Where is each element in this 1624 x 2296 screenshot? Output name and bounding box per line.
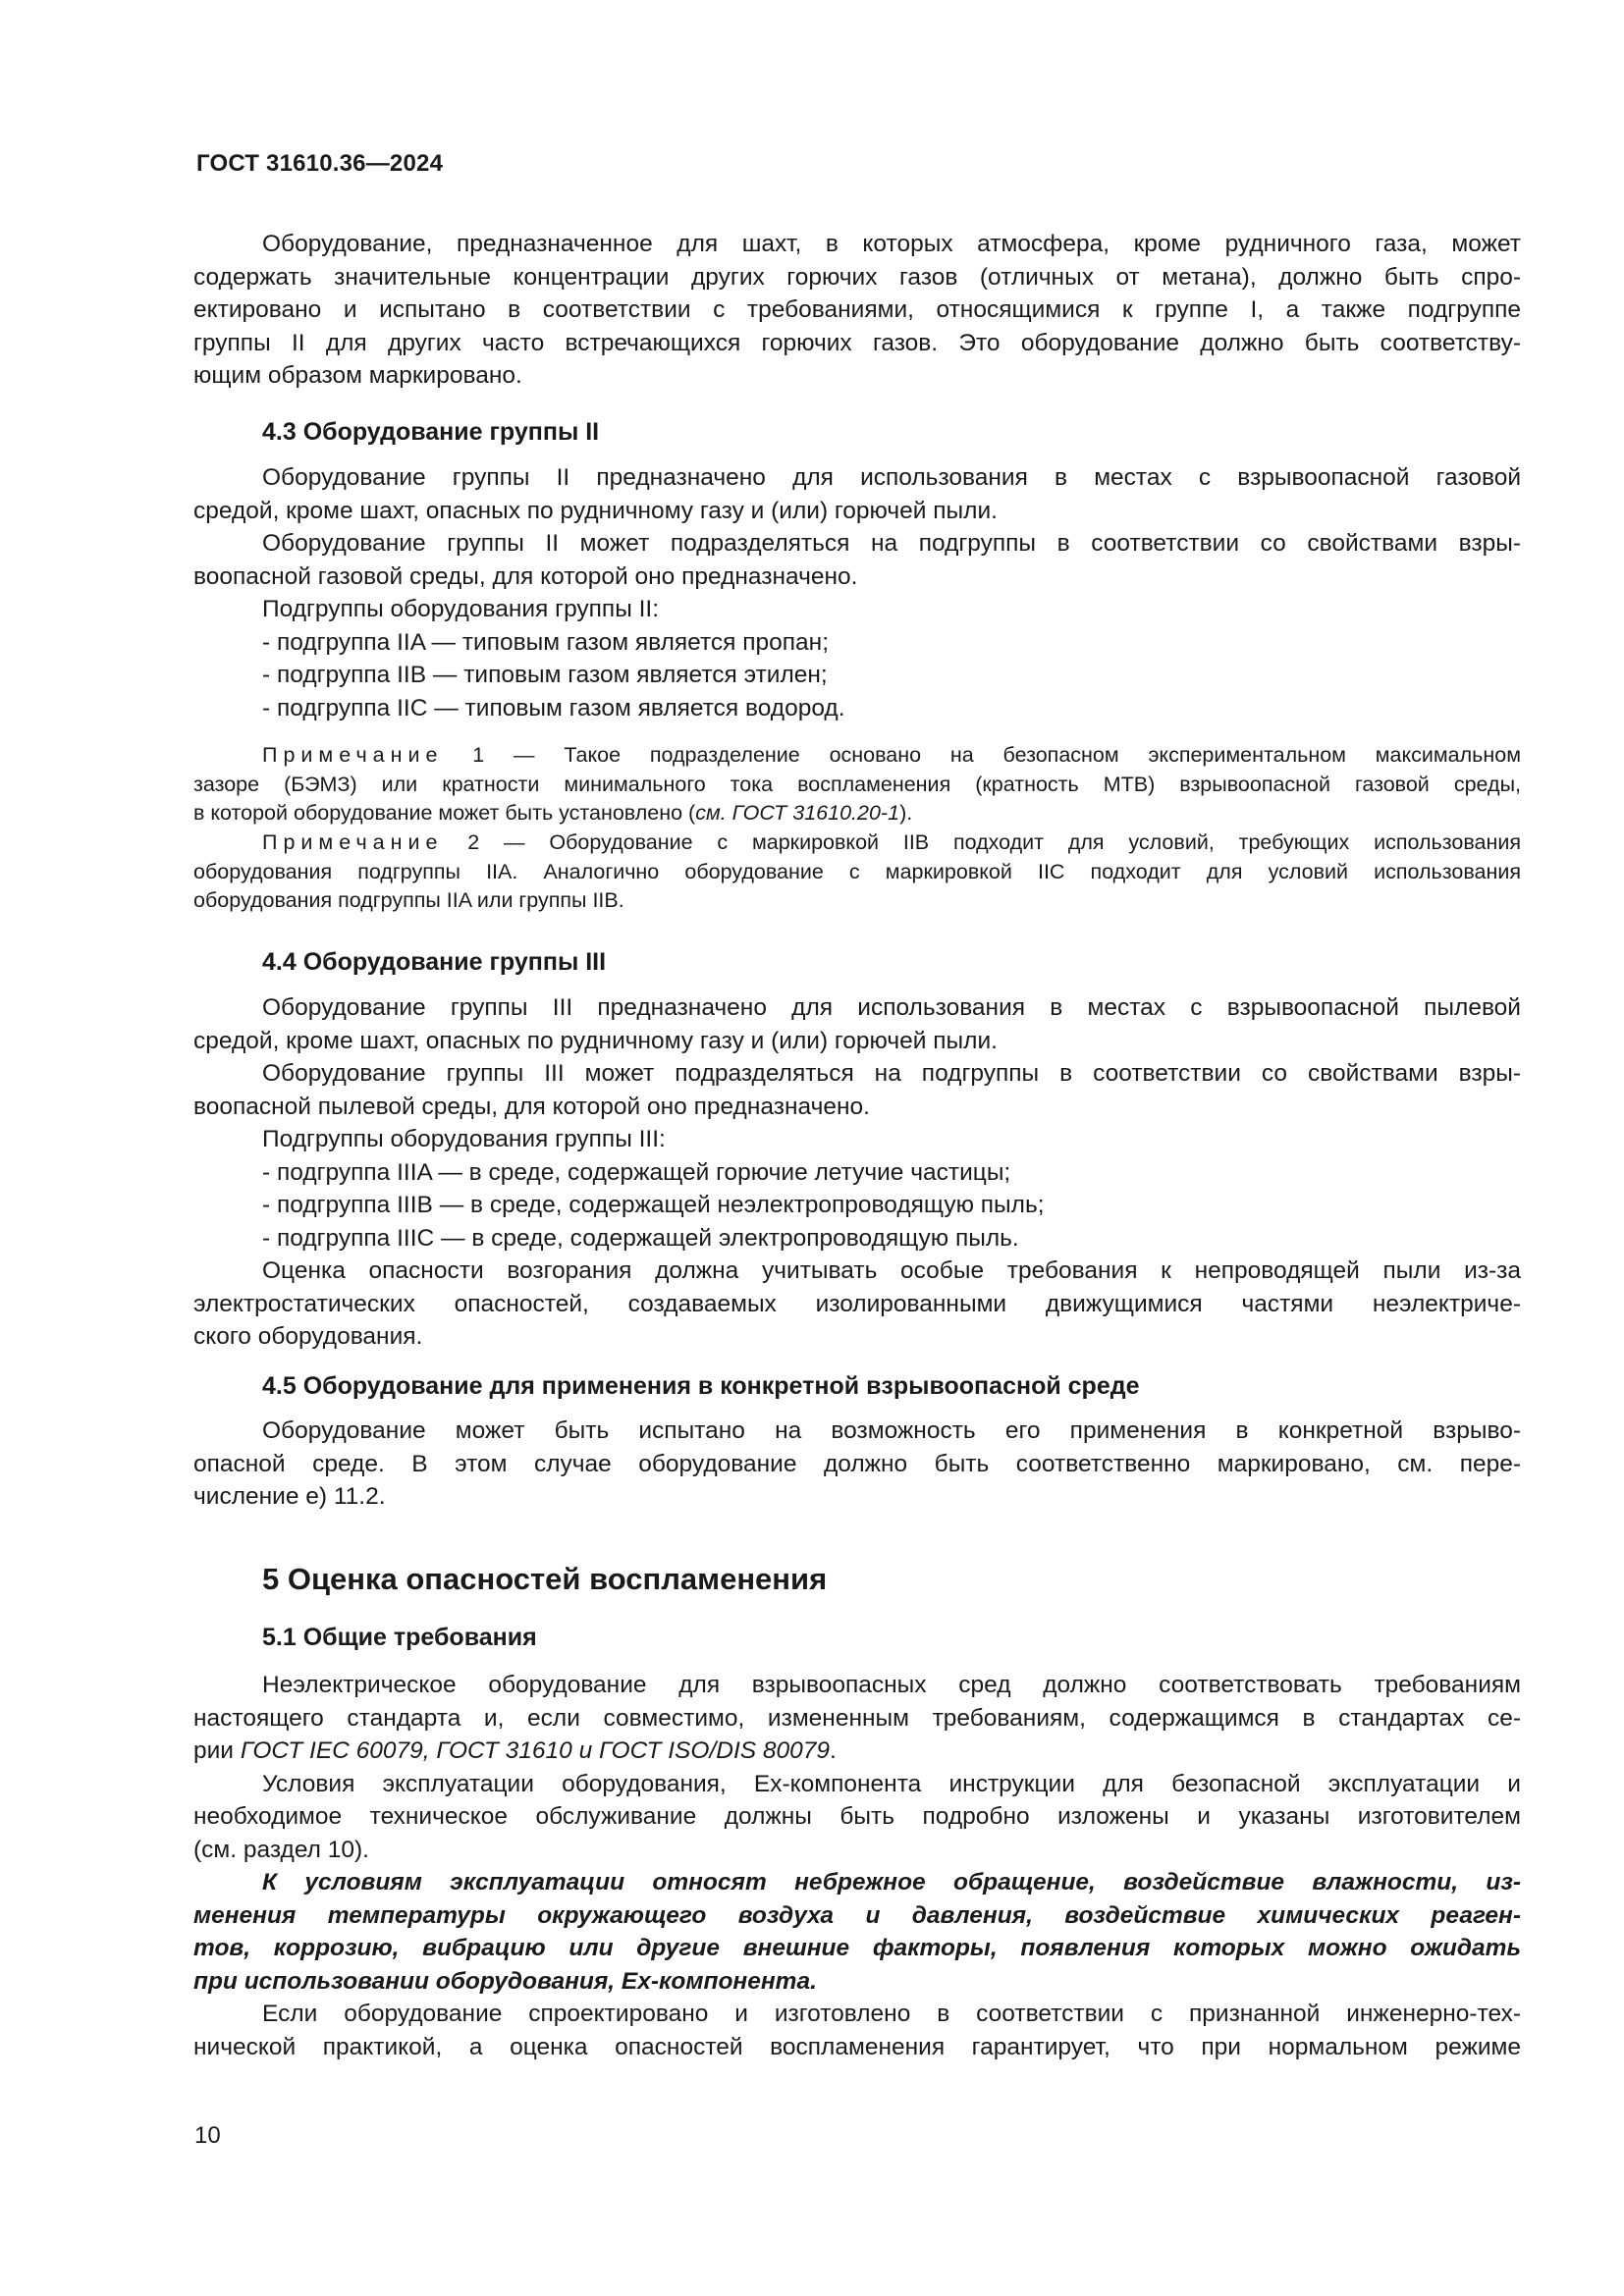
standard-reference: ГОСТ IEC 60079, ГОСТ 31610 и ГОСТ ISO/DIS 80079 <box>240 1737 831 1764</box>
list-intro: Подгруппы оборудования группы III: <box>262 1126 666 1152</box>
note-line: зазоре (БЭМЗ) или кратности минимального тока воспламенения (кратность МТВ) взрывоопасной газовой среды, <box>193 772 1521 796</box>
text-line: ского оборудования. <box>193 1323 423 1350</box>
text-line: Оборудование группы II предназначено для использования в местах с взрывоопасной газовой <box>262 464 1521 491</box>
section-4-5-body <box>193 1415 1521 1514</box>
note-2 <box>193 828 1521 916</box>
standard-reference: см. ГОСТ 31610.20-1 <box>695 801 900 825</box>
list-item: - подгруппа IIB — типовым газом является этилен; <box>262 662 828 688</box>
text-line: (см. раздел 10). <box>193 1836 369 1863</box>
text-line: Условия эксплуатации оборудования, Ex-компонента инструкции для безопасной эксплуатации и <box>262 1770 1521 1797</box>
note-line: оборудования подгруппы IIA или группы IIB. <box>193 888 624 912</box>
chapter-heading: 5 Оценка опасностей воспламенения <box>262 1562 828 1596</box>
section-4-4-body <box>193 991 1521 1354</box>
note-line: Примечание 2 — Оборудование с маркировкой IIB подходит для условий, требующих использования <box>262 830 1521 854</box>
note-label: Примечание <box>262 743 444 767</box>
text-line: электростатических опасностей, создаваемых изолированными движущимися частями неэлектриче- <box>193 1290 1521 1317</box>
text-line: воопасной газовой среды, для которой оно предназначено. <box>193 562 858 590</box>
text-line: ющим образом маркировано. <box>193 362 522 389</box>
section-5-1-body <box>193 1669 1521 2063</box>
text-line: воопасной пылевой среды, для которой оно предназначено. <box>193 1093 870 1120</box>
note-line: Примечание 1 — Такое подразделение основано на безопасном экспериментальном максимальном <box>262 743 1521 767</box>
text-line: Оценка опасности возгорания должна учитывать особые требования к непроводящей пыли из-за <box>262 1257 1521 1284</box>
text-line: числение е) 11.2. <box>193 1483 386 1510</box>
text-line: группы II для других часто встречающихся горючих газов. Это оборудование должно быть соответству- <box>193 329 1521 356</box>
list-intro: Подгруппы оборудования группы II: <box>262 596 660 622</box>
section-5 <box>193 1560 1521 1599</box>
emphasized-line: К условиям эксплуатации относят небрежное обращение, воздействие влажности, из- <box>262 1869 1521 1896</box>
note-line: в которой оборудование может быть установлено (см. ГОСТ 31610.20-1). <box>193 801 913 825</box>
text-line: средой, кроме шахт, опасных по рудничному газу и (или) горючей пыли. <box>193 1027 998 1054</box>
list-item: - подгруппа IIC — типовым газом является водород. <box>262 694 845 721</box>
list-item: - подгруппа IIIA — в среде, содержащей горючие летучие частицы; <box>262 1158 1011 1186</box>
list-item: - подгруппа IIA — типовым газом является пропан; <box>262 628 830 656</box>
section-heading: 4.5 Оборудование для применения в конкретной взрывоопасной среде <box>262 1372 1140 1400</box>
text-line: рии ГОСТ IEC 60079, ГОСТ 31610 и ГОСТ ISO/DIS 80079. <box>193 1737 837 1764</box>
section-4-3-body <box>193 461 1521 724</box>
text-line: необходимое техническое обслуживание должны быть подробно изложены и указаны изготовителем <box>193 1803 1521 1830</box>
text-line: Оборудование группы III может подразделяться на подгруппы в соответствии со свойствами взры- <box>262 1060 1521 1087</box>
text-line: Оборудование, предназначенное для шахт, в которых атмосфера, кроме рудничного газа, может <box>262 231 1521 257</box>
list-item: - подгруппа IIIC — в среде, содержащей электропроводящую пыль. <box>262 1224 1019 1252</box>
section-4-3 <box>193 416 1521 449</box>
section-heading: 4.3 Оборудование группы II <box>262 418 600 446</box>
text-line: опасной среде. В этом случае оборудование должно быть соответственно маркировано, см. пере- <box>193 1450 1521 1477</box>
note-1 <box>193 741 1521 828</box>
text-line: Неэлектрическое оборудование для взрывоопасных сред должно соответствовать требованиям <box>262 1672 1521 1698</box>
note-line: оборудования подгруппы IIA. Аналогично оборудование с маркировкой IIC подходит для условий использования <box>193 859 1521 883</box>
note-label: Примечание <box>262 830 444 854</box>
emphasized-line: тов, коррозию, вибрацию или другие внешние факторы, появления которых можно ожидать <box>193 1935 1521 1961</box>
list-item: - подгруппа IIIB — в среде, содержащей неэлектропроводящую пыль; <box>262 1192 1045 1218</box>
text-line: Оборудование группы II может подразделяться на подгруппы в соответствии со свойствами взры- <box>262 530 1521 557</box>
text-line: нической практикой, а оценка опасностей воспламенения гарантирует, что при нормальном режиме <box>193 2033 1521 2060</box>
section-heading: 5.1 Общие требования <box>262 1624 537 1651</box>
emphasized-line: менения температуры окружающего воздуха и давления, воздействие химических реаген- <box>193 1901 1521 1929</box>
text-line: содержать значительные концентрации других горючих газов (отличных от метана), должно быть спро- <box>193 263 1521 291</box>
text-line: Оборудование группы III предназначено для использования в местах с взрывоопасной пылевой <box>262 994 1521 1021</box>
text-line: Если оборудование спроектировано и изготовлено в соответствии с признанной инженерно-тех- <box>262 2001 1521 2027</box>
document-header-id: ГОСТ 31610.36—2024 <box>196 150 444 177</box>
page-number: 10 <box>194 2122 221 2149</box>
section-5-1 <box>193 1622 1521 1654</box>
text-line: настоящего стандарта и, если совместимо, измененным требованиям, содержащимся в стандартах се- <box>193 1704 1521 1732</box>
section-4-4 <box>193 946 1521 979</box>
text-line: ектировано и испытано в соответствии с требованиями, относящимися к группе I, а также подгруппе <box>193 296 1521 323</box>
emphasized-line: при использовании оборудования, Ex-компонента. <box>193 1967 817 1995</box>
intro-paragraph <box>193 228 1521 393</box>
text-line: Оборудование может быть испытано на возможность его применения в конкретной взрыво- <box>262 1417 1521 1444</box>
text-line: средой, кроме шахт, опасных по рудничному газу и (или) горючей пыли. <box>193 497 998 524</box>
section-heading: 4.4 Оборудование группы III <box>262 948 607 976</box>
section-4-5 <box>193 1370 1521 1403</box>
